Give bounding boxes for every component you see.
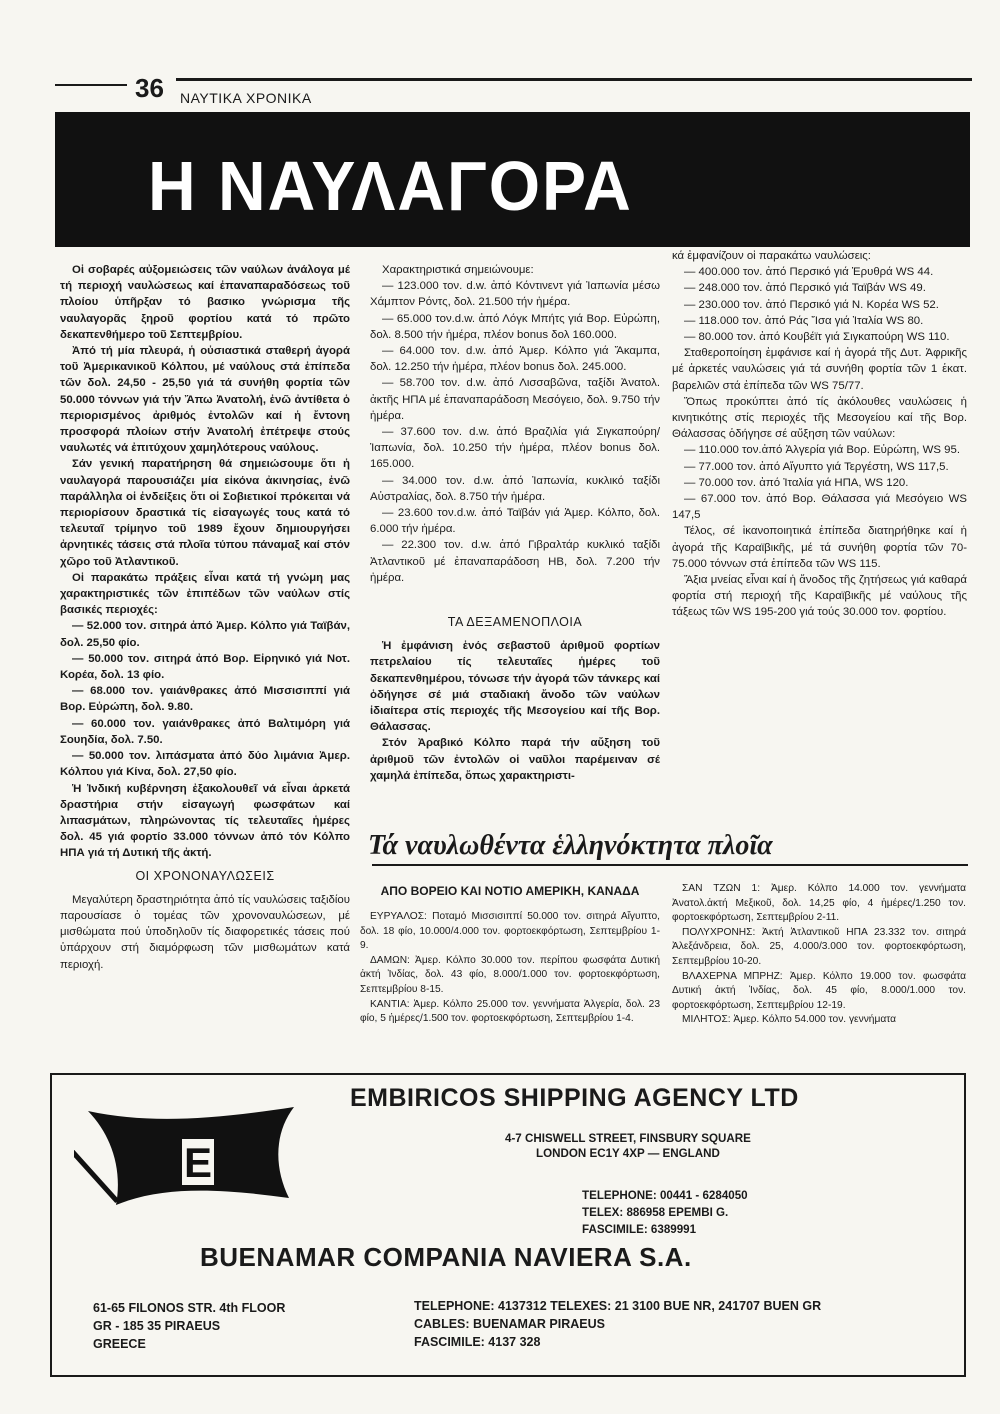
ship-entry: ΠΟΛΥΧΡΟΝΗΣ: Ἀκτή Ἀτλαντικοῦ ΗΠΑ 23.332 τον. σιτηρά Ἀλεξάνδρεια, δολ. 25, 4.000/3.000 τον. φορτοεκφόρτωση, Σεπτεμβρίου 10-20. [672, 926, 966, 967]
paragraph: Ἡ ἐμφάνιση ἑνός σεβαστοῦ ἀριθμοῦ φορτίων πετρελαίου τίς τελευταῖες ἡμέρες τοῦ δεκαπενθημέρου, τόνωσε τήν ἀγορά τῶν τάνκερς καί ὁδήγησε σέ μιά σταδιακή ἄνοδο τῶν ναύλων ἰδιαίτερα στίς περιοχές τῆς Μεσογείου καί τῆς Βορ. Θάλασσας. [370, 640, 660, 734]
cables: CABLES: BUENAMAR PIRAEUS [414, 1317, 605, 1331]
header-rule-left [55, 84, 127, 86]
ships-title-underline [372, 864, 968, 866]
paragraph: Μεγαλύτερη δραστηριότητα ἀπό τίς ναυλώσεις ταξιδίου παρουσίασε ὁ τομέας τῶν χρονοναυλώσεων, μέ μισθώματα πού ὑποδηλοῦν τίς διαφορετικές τάσεις πού ὑπάρχουν στή διαμόρφωση τῶν μισθωμάτων κατά περιοχή. [60, 893, 350, 971]
paragraph: Σταθεροποίηση ἐμφάνισε καί ἡ ἀγορά τῆς Δυτ. Ἀφρικῆς μέ ἀρκετές ναυλώσεις γιά τά συνήθη φορτία τῶν 1 ἑκατ. βαρελιῶν στά ἐπίπεδα τῶν WS 75/77. [672, 347, 967, 392]
publication-name: ΝΑΥΤΙΚΑ ΧΡΟΝΙΚΑ [180, 90, 312, 106]
paragraph: Οἱ παρακάτω πράξεις εἶναι κατά τή γνώμη μας χαρακτηριστικές τῶν ἐπιπέδων τῶν ναύλων στίς βασικές περιοχές: [60, 571, 350, 617]
telephone: TELEPHONE: 4137312 TELEXES: 21 3100 BUE NR, 241707 BUEN GR [414, 1299, 822, 1313]
buenamar-contact [414, 1297, 821, 1351]
section-heading: ΟΙ ΧΡΟΝΟΝΑΥΛΩΣΕΙΣ [135, 868, 275, 883]
paragraph: Ἡ Ἰνδική κυβέρνηση ἐξακολουθεῖ νά εἶναι ἀρκετά δραστήρια στήν εἰσαγωγή φωσφάτων καί λιπασμάτων, πληρώνοντας τίς τελευταῖες ἡμέρες δολ. 45 γιά φορτίο 33.000 τόννων ἀπό τόν Κόλπο ΗΠΑ γιά τή Δυτική τῆς ἀκτή. [60, 782, 350, 860]
article-column-3 [672, 248, 967, 621]
address-line: 61-65 FILONOS STR. 4th FLOOR [93, 1301, 286, 1315]
company-name-buenamar: BUENAMAR COMPANIA NAVIERA S.A. [200, 1242, 692, 1272]
ships-section-title: Τά ναυλωθέντα ἑλληνόκτητα πλοῖα [368, 830, 773, 861]
list-item: — 37.600 τον. d.w. ἀπό Βραζιλία γιά Σιγκαπούρη/ Ἰαπωνία, δολ. 10.250 τήν ἡμέρα, πλέον bonus δολ. 165.000. [370, 426, 660, 471]
list-item: — 60.000 τον. γαιάνθρακες ἀπό Βαλτιμόρη γιά Σουηδία, δολ. 7.50. [60, 717, 350, 746]
list-item: — 22.300 τον. d.w. ἀπό Γιβραλτάρ κυκλικό ταξίδι Ἀτλαντικοῦ μέ ἐπαναπαράδοση ΗΒ, δολ. 7.200 τήν ἡμέρα. [370, 539, 660, 584]
ships-column-right [672, 882, 966, 1028]
paragraph: Οἱ σοβαρές αὐξομειώσεις τῶν ναύλων ἀνάλογα μέ τή περιοχή ναυλώσεως καί ἐπαναπαραδόσεως τοῦ πλοίου ὑπῆρξαν τό βασικο γνώρισμα τῆς ναυλαγορᾶς ξηροῦ φορτίου κατά τό πρῶτο δεκαπενθήμερο τοῦ Σεπτεμβρίου. [60, 264, 350, 341]
list-item: — 70.000 τον. ἀπό Ἰταλία γιά ΗΠΑ, WS 120. [684, 476, 909, 489]
fax: FASCIMILE: 4137 328 [414, 1335, 541, 1349]
telephone: TELEPHONE: 00441 - 6284050 [582, 1189, 748, 1202]
ship-entry: ΕΥΡΥΑΛΟΣ: Ποταμό Μισσισιππί 50.000 τον. σιτηρά Αἴγυπτο, δολ. 18 φίο, 10.000/4.000 τον. φορτοεκφόρτωση, Σεπτεμβρίου 1-9. [360, 911, 660, 952]
list-item: — 50.000 τον. σιτηρά ἀπό Βορ. Εἰρηνικό γιά Νοτ. Κορέα, δολ. 13 φίο. [60, 652, 350, 682]
list-item: — 123.000 τον. d.w. ἀπό Κόντινεντ γιά Ἰαπωνία μέσω Χάμπτον Ρόντς, δολ. 21.500 τήν ἡμέρα. [370, 280, 660, 309]
list-item: — 248.000 τον. ἀπό Περσικό γιά Ταϊβάν WS 49. [684, 282, 926, 295]
embiricos-contact [582, 1187, 748, 1238]
article-column-1 [60, 262, 350, 973]
paragraph: Τέλος, σέ ἱκανοποιητικά ἐπίπεδα διατηρήθηκε καί ἡ ἀγορά τῆς Καραϊβικῆς, μέ τά συνήθη φορτία τῶν 70-75.000 τόννων στά ἐπίπεδα τῶν WS 115. [672, 525, 967, 570]
list-item: — 34.000 τον. d.w. ἀπό Ἰαπωνία, κυκλικό ταξίδι Αὐστραλίας, δολ. 8.750 τήν ἡμέρα. [370, 474, 660, 503]
list-item: — 118.000 τον. ἀπό Ράς Ἴσα γιά Ἰταλία WS 80. [684, 314, 924, 327]
page-number: 36 [135, 73, 164, 103]
paragraph: Ἀπό τή μία πλευρά, ἡ οὐσιαστικά σταθερή ἀγορά τοῦ Ἀμερικανικοῦ Κόλπου, μέ ναύλους στά ἐπίπεδα τῶν δολ. 24,50 - 25,50 γιά τά συνήθη φορτία τῶν 50.000 τόννων γιά τήν Ἄπω Ἀνατολή, ἐνῶ ἀντίθετα ὁ περιορισμένος ἀριθμός ἐντολῶν καί ἡ ἔντονη προσφορά πλοίων στήν Ἀνατολή ἐπέτρεψε στούς ναυλωτές νά ἐπιτύχουν χαμηλότερους ναύλους. [60, 345, 350, 455]
fax: FASCIMILE: 6389991 [582, 1223, 697, 1236]
list-item: — 67.000 τον. ἀπό Βορ. Θάλασσα γιά Μεσόγειο WS 147,5 [672, 493, 967, 522]
list-item: — 65.000 τον.d.w. ἀπό Λόγκ Μπήτς γιά Βορ. Εὐρώπη, δολ. 8.500 τήν ἡμέρα, πλέον bonus δολ 160.000. [370, 312, 660, 341]
buenamar-address [93, 1299, 285, 1353]
paragraph: Ὅπως προκύπτει ἀπό τίς ἀκόλουθες ναυλώσεις ἡ κινητικότης στίς περιοχές τῆς Μεσογείου καί τῆς Βορ. Θάλασσας ὁδήγησε σέ αὔξηση τῶν ναύλων: [672, 395, 967, 441]
address-line: 4-7 CHISWELL STREET, FINSBURY SQUARE [505, 1132, 751, 1145]
address-line: LONDON EC1Y 4XP — ENGLAND [536, 1147, 720, 1160]
paragraph: Σάν γενική παρατήρηση θά σημειώσουμε ὅτι ἡ ναυλαγορά παρουσιάζει μία εἰκόνα ἀκινησίας, ἐνῶ παράλληλα οἱ ἐνδείξεις ὅτι οἱ Σοβιετικοί πρόκειται νά περιορίσουν δραστικά τίς εἰσαγωγές τους κατά τό τελευταῖ τρίμηνο τοῦ 1989 ἔχουν δημιουργήσει ἀρνητικές τάσεις στά πλοῖα τύπου πάναμαξ καί στόν χῶρο τοῦ Ἀτλαντικοῦ. [60, 458, 350, 568]
ship-entry: ΣΑΝ ΤΖΩΝ 1: Ἀμερ. Κόλπο 14.000 τον. γεννήματα Ἀνατολ.ἀκτή Μεξικοῦ, δολ. 14,25 φίο, 4 ἡμέρες/1.250 τον. φορτοεκφόρτωση, Σεπτεμβρίου 2-11. [672, 883, 966, 924]
address-line: GR - 185 35 PIRAEUS [93, 1319, 221, 1333]
list-item: — 230.000 τον. ἀπό Περσικό γιά Ν. Κορέα WS 52. [684, 298, 939, 311]
list-item: — 64.000 τον. d.w. ἀπό Ἀμερ. Κόλπο γιά Ἄκαμπα, δολ. 12.250 τήν ἡμέρα, πλέον bonus δολ. 245.000. [370, 345, 660, 374]
paragraph: Χαρακτηριστικά σημειώνουμε: [382, 264, 534, 276]
list-item: — 50.000 τον. λιπάσματα ἀπό δύο λιμάνια Ἀμερ. Κόλπου γιά Κίνα, δολ. 27,50 φίο. [60, 750, 350, 779]
embiricos-address [505, 1131, 751, 1161]
address-line: GREECE [93, 1337, 146, 1351]
section-heading: ΤΑ ΔΕΞΑΜΕΝΟΠΛΟΙΑ [447, 615, 583, 630]
list-item: — 77.000 τον. ἀπό Αἴγυπτο γιά Τεργέστη, WS 117,5. [684, 460, 949, 473]
pennant-flag-logo [74, 1093, 299, 1218]
paragraph: Ἄξια μνείας εἶναι καί ἡ ἄνοδος τῆς ζητήσεως γιά καθαρά φορτία στή περιοχή τῆς Καραϊβικῆς μέ ναύλους τῆς τάξεως τῶν WS 195-200 γιά τούς 30.000 τον. φορτίου. [672, 574, 967, 619]
ships-column-left [360, 882, 660, 1027]
ships-region-heading: ΑΠΟ ΒΟΡΕΙΟ ΚΑΙ ΝΟΤΙΟ ΑΜΕΡΙΚΗ, ΚΑΝΑΔΑ [380, 884, 640, 898]
ship-entry: ΔΑΜΩΝ: Ἀμερ. Κόλπο 30.000 τον. περίπου φωσφάτα Δυτική ἀκτή Ἰνδίας, δολ. 43 φίο, 8.000/1.000 τον. φορτοεκφόρτωση, Σεπτεμβρίου 8-15. [360, 954, 660, 995]
flag-letter: E [183, 1139, 213, 1186]
list-item: — 68.000 τον. γαιάνθρακες ἀπό Μισσισιππί γιά Βορ. Εὐρώπη, δολ. 9.80. [60, 685, 350, 714]
ship-entry: ΚΑΝΤΙΑ: Ἀμερ. Κόλπο 25.000 τον. γεννήματα Ἀλγερία, δολ. 23 φίο, 5 ἡμέρες/1.500 τον. φορτοεκφόρτωση, Σεπτεμβρίου 1-4. [360, 998, 660, 1025]
list-item: — 58.700 τον. d.w. ἀπό Λισσαβῶνα, ταξίδι Ἀνατολ. ἀκτῆς ΗΠΑ μέ ἐπαναπαράδοση Μεσόγειο, δολ. 9.750 τήν ἡμέρα. [370, 377, 660, 422]
header-rule-right [176, 78, 972, 81]
ship-entry: ΜΙΛΗΤΟΣ: Ἀμερ. Κόλπο 54.000 τον. γεννήματα [682, 1014, 896, 1026]
paragraph: Στόν Ἀραβικό Κόλπο παρά τήν αὔξηση τοῦ ἀριθμοῦ τῶν ἐντολῶν οἱ ναῦλοι παρέμειναν σέ χαμηλά ἐπίπεδα, ὅπως χαρακτηριστι- [370, 737, 660, 782]
company-name-embiricos: EMBIRICOS SHIPPING AGENCY LTD [350, 1084, 799, 1112]
banner-title: Η ΝΑΥΛΑΓΟΡΑ [148, 147, 633, 225]
ship-entry: ΒΛΑΧΕΡΝΑ ΜΠΡΗΖ: Ἀμερ. Κόλπο 19.000 τον. φωσφάτα Δυτική ἀκτή Ἰνδίας, δολ. 45 φίο, 8.000/1.000 τον. φορτοεκφόρτωση, Σεπτεμβρίου 12-19. [672, 970, 966, 1011]
paragraph: κά ἐμφανίζουν οἱ παρακάτω ναυλώσεις: [672, 250, 871, 262]
list-item: — 400.000 τον. ἀπό Περσικό γιά Ἐρυθρά WS 44. [684, 266, 934, 279]
list-item: — 52.000 τον. σιτηρά ἀπό Ἀμερ. Κόλπο γιά Ταϊβάν, δολ. 25,50 φίο. [60, 620, 350, 649]
list-item: — 23.600 τον.d.w. ἀπό Ταϊβάν γιά Ἀμερ. Κόλπο, δολ. 6.000 τήν ἡμέρα. [370, 507, 660, 536]
telex: TELEX: 886958 EPEMBI G. [582, 1206, 729, 1219]
article-column-2 [370, 262, 660, 784]
list-item: — 110.000 τον.ἀπό Ἀλγερία γιά Βορ. Εὐρώπη, WS 95. [684, 444, 960, 457]
list-item: — 80.000 τον. ἀπό Κουβέϊτ γιά Σιγκαπούρη WS 110. [684, 331, 950, 344]
